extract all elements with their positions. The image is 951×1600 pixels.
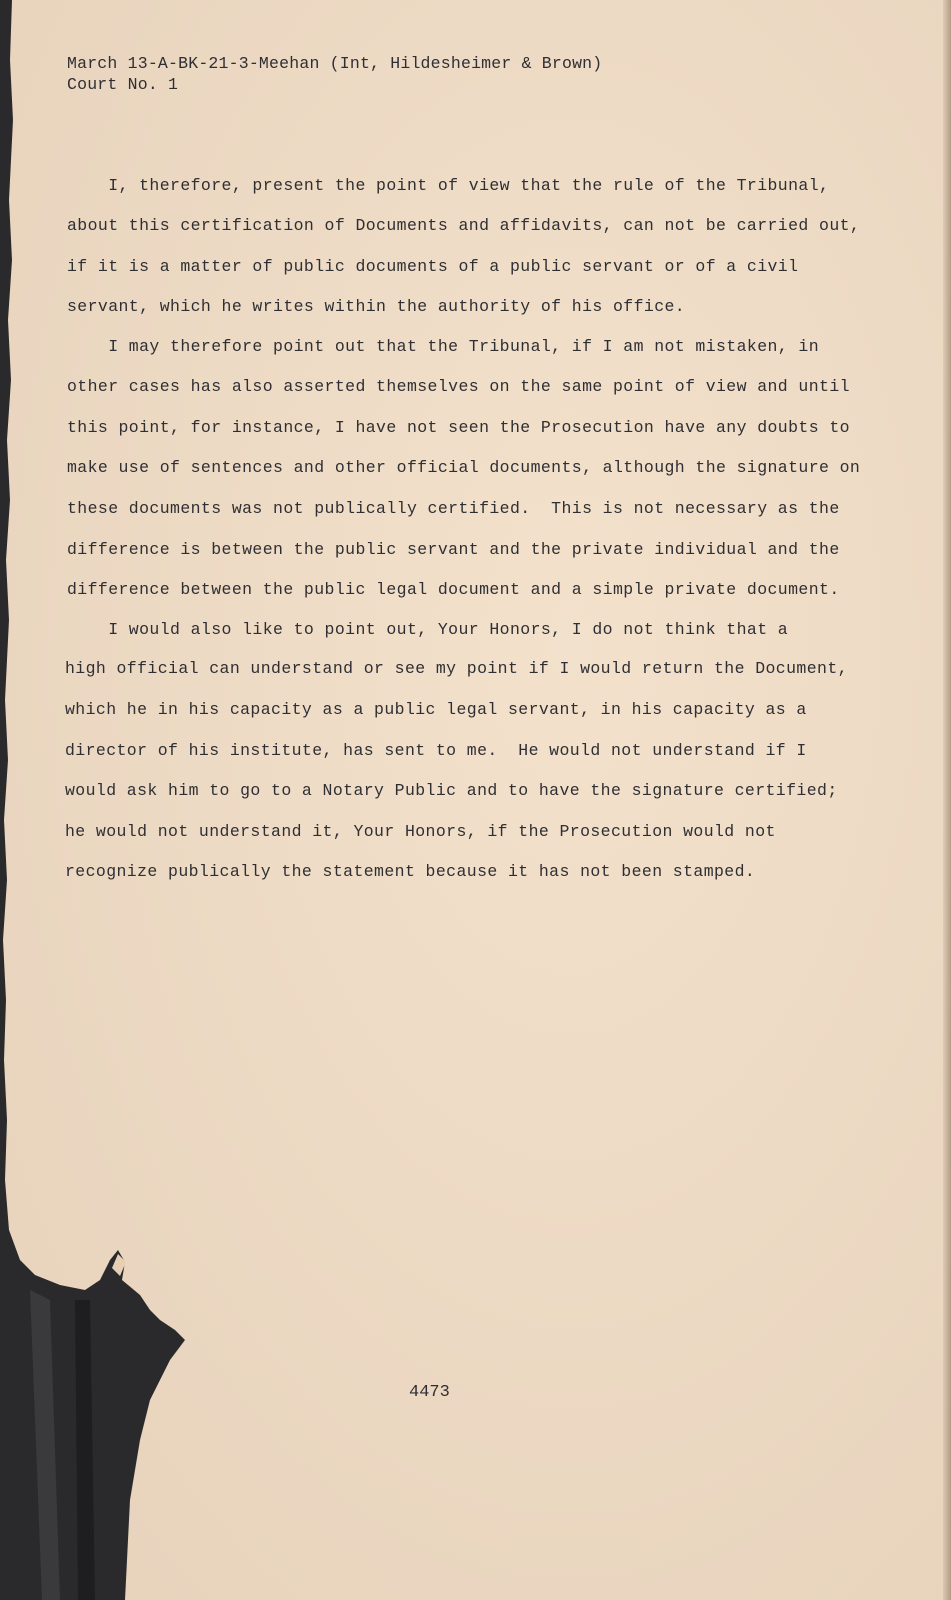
body-line: which he in his capacity as a public legal servant, in his capacity as a xyxy=(65,700,807,719)
body-line: this point, for instance, I have not seen the Prosecution have any doubts to xyxy=(67,418,850,437)
body-line: I may therefore point out that the Tribunal, if I am not mistaken, in xyxy=(67,337,820,356)
torn-left-edge xyxy=(0,0,220,1600)
body-line: he would not understand it, Your Honors, if the Prosecution would not xyxy=(65,822,776,841)
body-line: other cases has also asserted themselves on the same point of view and until xyxy=(67,377,850,396)
body-line: these documents was not publically certified. This is not necessary as the xyxy=(67,499,840,518)
right-edge-shadow xyxy=(943,0,951,1600)
body-line: high official can understand or see my point if I would return the Document, xyxy=(65,659,848,678)
body-line: I would also like to point out, Your Honors, I do not think that a xyxy=(67,620,789,639)
body-line: would ask him to go to a Notary Public and to have the signature certified; xyxy=(65,781,838,800)
header-court-number: Court No. 1 xyxy=(67,75,179,94)
body-line: about this certification of Documents and affidavits, can not be carried out, xyxy=(67,216,861,235)
body-line: make use of sentences and other official documents, although the signature on xyxy=(67,458,861,477)
body-line: servant, which he writes within the authority of his office. xyxy=(67,297,686,316)
page-number: 4473 xyxy=(409,1383,450,1402)
body-line: director of his institute, has sent to me. He would not understand if I xyxy=(65,741,807,760)
body-line: difference between the public legal document and a simple private document. xyxy=(67,580,840,599)
body-line: if it is a matter of public documents of a public servant or of a civil xyxy=(67,257,799,276)
body-line: recognize publically the statement because it has not been stamped. xyxy=(65,862,756,881)
body-line: difference is between the public servant and the private individual and the xyxy=(67,540,840,559)
header-case-reference: March 13-A-BK-21-3-Meehan (Int, Hildesheimer & Brown) xyxy=(67,54,603,73)
body-line: I, therefore, present the point of view that the rule of the Tribunal, xyxy=(67,176,830,195)
